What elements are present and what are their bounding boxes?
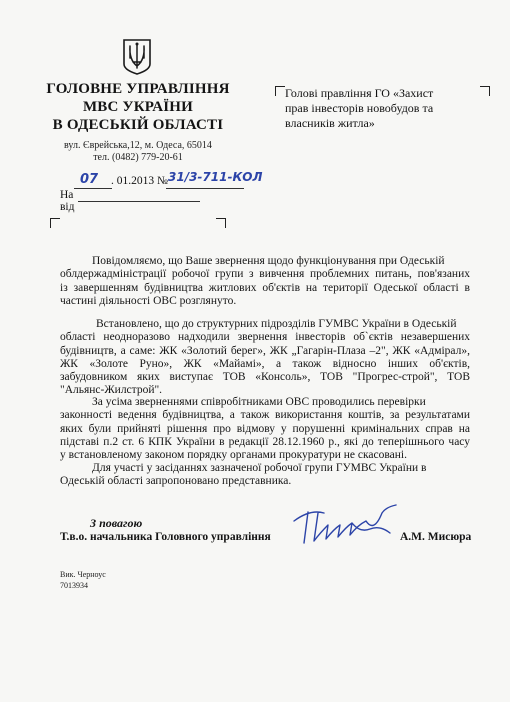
- paragraph-1: [60, 255, 470, 308]
- paragraph-3-line: законності ведення будівництва, а також використання коштів, за результатами: [60, 409, 470, 422]
- na-label: На: [60, 189, 74, 201]
- signer-name: А.М. Мисюра: [400, 531, 472, 543]
- signer-position: Т.в.о. начальника Головного управління: [60, 531, 271, 543]
- executor-phone: 7013934: [60, 581, 88, 590]
- paragraph-3-line: підставі п.2 ст. 6 КПК України в редакції 28.12.1960 р., які до теперішнього часу: [60, 435, 470, 448]
- issuer-address: вул. Єврейська,12, м. Одеса, 65014: [64, 140, 212, 151]
- paragraph-2-line: будівництв, а саме: ЖК «Золотий берег», ЖК „Гагарін-Плаза –2", ЖК «Адмірал»,: [60, 344, 470, 357]
- recipient-line-1: Голові правління ГО «Захист: [285, 86, 434, 100]
- recipient-corner-tr: [480, 86, 490, 96]
- paragraph-2-line: ЖК «Золоте Руно», ЖК «Майамі», а також відносно інших об'єктів,: [60, 357, 470, 370]
- paragraph-1-line: із завершенням будівництва житлових об'єктів на території Одеської області в: [60, 281, 470, 294]
- paragraph-2: [60, 318, 470, 398]
- paragraph-4-line: Для участі у засіданнях зазначеної робочої групи ГУМВС України в: [92, 462, 427, 474]
- paragraph-2-line: "Альянс-Жилстрой".: [60, 384, 163, 397]
- recipient-line-3: власників житла»: [285, 116, 375, 130]
- issuer-line-2: МВС УКРАЇНИ: [82, 99, 194, 115]
- paragraph-2-line: області неодноразово надходили звернення інвесторів об`єктів незавершених: [60, 331, 470, 344]
- na-underline: [78, 201, 200, 202]
- mark-corner-right: [216, 218, 226, 228]
- vid-label: від: [60, 201, 75, 213]
- closing-regards: З повагою: [90, 516, 143, 530]
- paragraph-3-line: яких були прийняті рішення про відмову у порушенні кримінальних справ на: [60, 422, 470, 435]
- date-day-handwritten: 07: [80, 172, 99, 187]
- handwritten-signature: [290, 503, 402, 549]
- date-day-underline: [74, 188, 112, 189]
- mark-corner-left: [50, 218, 60, 228]
- trident-emblem-icon: [120, 38, 154, 76]
- paragraph-3-line: у встановленому законом порядку органами прокуратури не скасовані.: [60, 449, 407, 462]
- executor-name: Вик. Черноус: [60, 570, 106, 579]
- number-underline: [166, 188, 244, 189]
- recipient-line-2: прав інвесторів новобудов та: [285, 101, 434, 115]
- issuer-phone: тел. (0482) 779-20-61: [93, 152, 183, 163]
- paragraph-2-line: забудовником яких виступає ТОВ «Консоль», ТОВ "Прогрес-строй", ТОВ: [60, 371, 470, 384]
- issuer-line-1: ГОЛОВНЕ УПРАВЛІННЯ: [46, 81, 230, 97]
- paragraph-2-line: Встановлено, що до структурних підрозділів ГУМВС України в Одеській: [96, 318, 457, 330]
- paragraph-1-line: облдержадміністрації робочої групи з вивчення проблемних питань, пов'язаних: [60, 268, 470, 281]
- paragraph-4-line: Одеській області запропоновано представника.: [60, 475, 292, 488]
- outgoing-number-handwritten: 31/3-711-КОЛ: [168, 170, 263, 184]
- paragraph-1-line: частині діяльності ОВС розглянуто.: [60, 294, 237, 307]
- paragraph-4: [60, 462, 470, 489]
- issuer-line-3: В ОДЕСЬКІЙ ОБЛАСТІ: [52, 117, 224, 133]
- date-month-year: . 01.2013 №: [111, 175, 168, 187]
- paragraph-1-line: Повідомляємо, що Ваше звернення щодо функціонування при Одеській: [92, 255, 445, 267]
- paragraph-3-line: За усіма зверненнями співробітниками ОВС проводились перевірки: [92, 396, 426, 408]
- recipient-corner-tl: [275, 86, 285, 96]
- paragraph-3: [60, 396, 470, 462]
